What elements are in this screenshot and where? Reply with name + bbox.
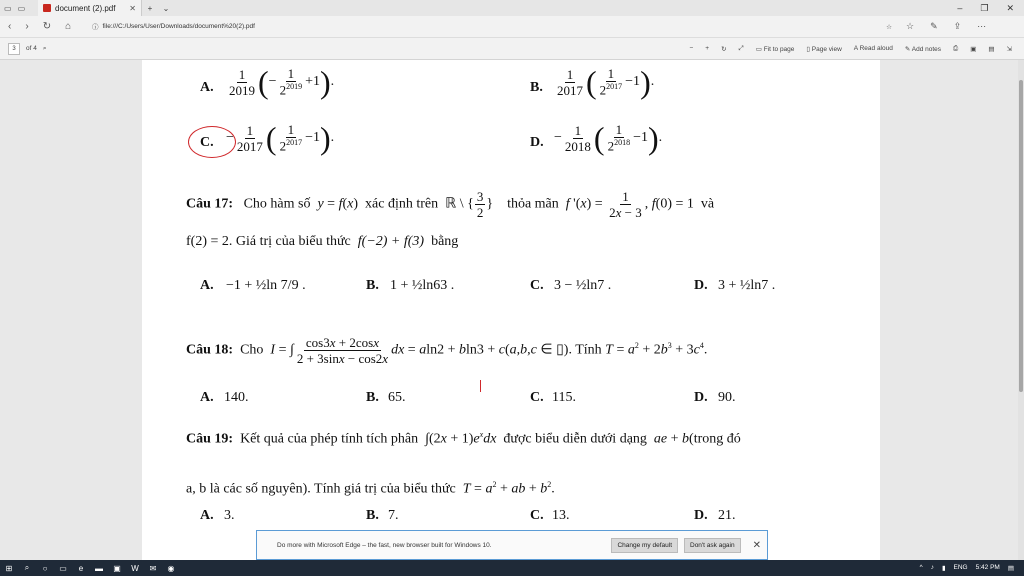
q17-label: Câu 17:: [186, 196, 234, 212]
a-den: 2019: [229, 82, 255, 98]
question-19-line2: a, b là các số nguyên). Tính giá trị của biểu thức $T = a^2$ + ab + $b^2$.: [186, 480, 555, 497]
q17-option-c: 3 − ½ln7 .: [554, 278, 612, 293]
prev-option-d: − $\frac{1}{2018}$ ( $\frac{1}{2^{2018}}$ −1).: [554, 120, 663, 156]
q18-text1: Cho: [240, 342, 264, 358]
c-exp: 2017: [286, 138, 303, 148]
add-notes-button[interactable]: ✎ Add notes: [904, 45, 942, 53]
d-den: 2018: [564, 138, 591, 154]
q19-text1: Kết quả của phép tính tích phân: [240, 431, 419, 447]
b-den: 2017: [557, 82, 583, 98]
restore-icon[interactable]: ❐: [980, 2, 989, 13]
q18-option-a: 140.: [224, 390, 249, 405]
fit-to-page-button[interactable]: ▭ Fit to page: [755, 45, 795, 53]
add-notes-label: Add notes: [911, 45, 942, 53]
d-num: 1: [574, 122, 582, 138]
address-bar: [0, 16, 1024, 38]
volume-icon[interactable]: ♪: [930, 564, 934, 571]
prev-option-d-label: D.: [530, 135, 544, 150]
zoom-out-icon[interactable]: −: [689, 45, 694, 52]
q18-option-b: 65.: [388, 390, 406, 405]
url-field[interactable]: [92, 22, 892, 31]
q17-text4: và: [700, 196, 715, 212]
d-exp: 2018: [614, 138, 631, 148]
mail-icon[interactable]: ✉: [149, 563, 157, 573]
show-tabs-icon[interactable]: ▭: [17, 3, 26, 13]
text-cursor: [480, 380, 481, 392]
forward-icon[interactable]: ›: [25, 21, 29, 32]
c-num: 1: [246, 122, 254, 138]
page-number-input[interactable]: 3: [8, 43, 20, 55]
language-label[interactable]: ENG: [953, 564, 968, 571]
c-sign: −1: [305, 130, 320, 146]
q19-option-d: 21.: [718, 508, 736, 523]
close-prompt-icon[interactable]: ✕: [752, 539, 761, 551]
q17-line2a: f(2) = 2. Giá trị của biểu thức: [186, 234, 351, 249]
q19-text2: được biểu diễn dưới dạng: [503, 431, 647, 447]
favorite-star-icon[interactable]: ☆: [886, 23, 892, 31]
prev-option-a: $\frac{1}{2019}$ (− $\frac{1}{2^{2019}}$ +1).: [229, 64, 335, 100]
question-19-line1: Câu 19: Kết quả của phép tính tích phân $\int(2x + 1)e^xdx$ được biểu diễn dưới dạng ae + b(trong đó: [186, 430, 741, 447]
new-tab-icon[interactable]: +: [147, 3, 153, 13]
q19-b-label: B.: [366, 508, 379, 523]
q18-label: Câu 18:: [186, 342, 234, 358]
a-sign: +1: [305, 74, 320, 90]
tray-arrow-icon[interactable]: ^: [919, 564, 923, 571]
prev-option-c-label: C.: [200, 135, 214, 150]
tab-document[interactable]: [38, 0, 142, 16]
network-icon[interactable]: ▮: [941, 565, 946, 572]
chrome-icon[interactable]: ◉: [167, 563, 175, 573]
pen-icon[interactable]: ✎: [930, 21, 938, 31]
q19-label: Câu 19:: [186, 431, 234, 447]
favorites-icon[interactable]: ☆: [906, 21, 915, 31]
q17-option-b: 1 + ½ln63 .: [390, 278, 455, 293]
b-exp: 2017: [606, 82, 623, 92]
edge-taskbar-icon[interactable]: e: [78, 563, 84, 573]
tab-menu-icon[interactable]: ⌄: [162, 3, 170, 13]
q19-text3: (trong đó: [689, 431, 741, 447]
start-icon[interactable]: ⊞: [5, 563, 13, 573]
q17-d-label: D.: [694, 278, 708, 293]
pin-icon[interactable]: ⇲: [1006, 45, 1012, 53]
system-tray: [920, 564, 1024, 572]
pdf-tools: [689, 45, 1024, 53]
question-17-line1: Câu 17: Cho hàm số y = f(x) xác định trên ℝ \ { $\frac{3}{2}$ } thỏa mãn f '(x) = $\frac{1}{2x - 3}$ , f(0) = 1 và: [186, 189, 715, 220]
change-default-button[interactable]: Change my default: [611, 538, 678, 553]
save-icon[interactable]: ▣: [970, 45, 977, 53]
document-viewport[interactable]: [0, 60, 1024, 560]
home-icon[interactable]: ⌂: [65, 21, 72, 32]
windows-taskbar: [0, 560, 1024, 576]
pdf-icon: [43, 4, 51, 12]
print-icon[interactable]: ⎙: [953, 44, 959, 52]
close-window-icon[interactable]: ✕: [1006, 2, 1014, 13]
q18-c-label: C.: [530, 390, 544, 405]
a-num: 1: [238, 66, 246, 82]
page-view-label: Page view: [811, 45, 842, 53]
d-sign: −1: [633, 130, 648, 146]
search-icon[interactable]: ⌕: [42, 44, 47, 52]
pdf-page: [142, 60, 880, 560]
dont-ask-again-button[interactable]: Don't ask again: [684, 538, 741, 553]
save-as-icon[interactable]: ▤: [988, 45, 995, 53]
page-navigator: [0, 43, 70, 55]
q19-c-label: C.: [530, 508, 544, 523]
store-icon[interactable]: ▣: [113, 563, 121, 573]
pdf-toolbar: [0, 38, 1024, 60]
scrollbar-thumb[interactable]: [1019, 80, 1023, 392]
read-aloud-label: Read aloud: [859, 45, 893, 52]
set-aside-tabs-icon[interactable]: ▭: [4, 3, 12, 13]
minimize-icon[interactable]: –: [957, 2, 963, 13]
q17-c-label: C.: [530, 278, 544, 293]
b-num: 1: [566, 66, 574, 82]
vertical-scrollbar[interactable]: [1018, 60, 1024, 560]
url-text: file:///C:/Users/User/Downloads/document%20(2).pdf: [102, 23, 255, 30]
q18-d-label: D.: [694, 390, 708, 405]
refresh-icon[interactable]: ↻: [42, 21, 52, 32]
q17-text1: Cho hàm số: [243, 196, 311, 212]
c-den: 2017: [236, 138, 263, 154]
q19-option-a: 3.: [224, 508, 235, 523]
window-controls: [957, 3, 1024, 14]
fit-label: Fit to page: [763, 45, 795, 53]
info-icon: ⓘ: [92, 24, 99, 31]
prev-option-b: $\frac{1}{2017}$ ( $\frac{1}{2^{2017}}$ −1).: [557, 64, 655, 100]
q17-option-d: 3 + ½ln7 .: [718, 278, 776, 293]
q17-text2: xác định trên: [365, 196, 439, 212]
clock[interactable]: 5:42 PM: [975, 564, 1000, 571]
word-icon[interactable]: W: [131, 563, 139, 573]
explorer-icon[interactable]: ▬: [95, 563, 103, 573]
nav-buttons: [0, 21, 92, 32]
tab-title: document (2).pdf: [55, 3, 116, 13]
browser-actions: [906, 21, 986, 32]
q17-text3: thỏa mãn: [507, 196, 559, 212]
q17-option-a: −1 + ½ln 7/9 .: [226, 278, 306, 293]
q18-option-d: 90.: [718, 390, 736, 405]
page-view-button[interactable]: ▯ Page view: [806, 45, 842, 53]
notifications-icon[interactable]: ▤: [1007, 565, 1014, 572]
q19-option-b: 7.: [388, 508, 399, 523]
share-icon[interactable]: ⇪: [953, 21, 962, 31]
prev-option-c: − $\frac{1}{2017}$ ( $\frac{1}{2^{2017}}$ −1).: [226, 120, 335, 156]
cortana-icon[interactable]: ○: [42, 563, 48, 573]
q19-d-label: D.: [694, 508, 708, 523]
search-taskbar-icon[interactable]: ⌕: [24, 563, 30, 572]
q18-tail: . Tính: [568, 342, 602, 358]
prompt-message: Do more with Microsoft Edge – the fast, new browser built for Windows 10.: [277, 541, 492, 549]
q17-line2b: f(−2) + f(3): [357, 234, 425, 249]
q19-line2: a, b là các số nguyên). Tính giá trị của biểu thức: [186, 481, 456, 497]
q17-a-label: A.: [200, 278, 214, 293]
q19-option-c: 13.: [552, 508, 570, 523]
prev-option-b-label: B.: [530, 80, 543, 95]
zoom-in-icon[interactable]: +: [705, 45, 710, 52]
title-bar: [0, 0, 1024, 16]
q18-option-c: 115.: [552, 390, 576, 405]
question-17-line2: [186, 234, 458, 250]
window-icons: [0, 4, 38, 13]
close-tab-icon[interactable]: ✕: [129, 3, 136, 13]
q18-a-label: A.: [200, 390, 214, 405]
q17-b-label: B.: [366, 278, 379, 293]
q19-a-label: A.: [200, 508, 214, 523]
fullscreen-icon[interactable]: ⤢: [738, 44, 744, 52]
more-icon[interactable]: ⋯: [977, 21, 987, 31]
rotate-icon[interactable]: ↻: [721, 45, 727, 53]
q18-b-label: B.: [366, 390, 379, 405]
b-sign: −1: [625, 74, 641, 90]
prev-option-a-label: A.: [200, 80, 214, 95]
q17-line2c: bằng: [431, 234, 459, 249]
back-icon[interactable]: ‹: [8, 21, 12, 32]
a-exp: 2019: [286, 82, 303, 92]
question-18: Câu 18: Cho I = ∫ $\frac{\cos 3x + 2\cos x}{2 + 3\sin x - \cos 2x}$ dx = aln2 + bln3 + c(a,b,c ∈ ▯). Tính $T = a^2 + 2b^3 + 3c^4$.: [186, 335, 708, 366]
edge-default-browser-prompt: [256, 530, 768, 560]
task-view-icon[interactable]: ▭: [59, 563, 67, 573]
read-aloud-button[interactable]: A Read aloud: [853, 45, 893, 52]
page-of-label: of 4: [26, 45, 37, 52]
